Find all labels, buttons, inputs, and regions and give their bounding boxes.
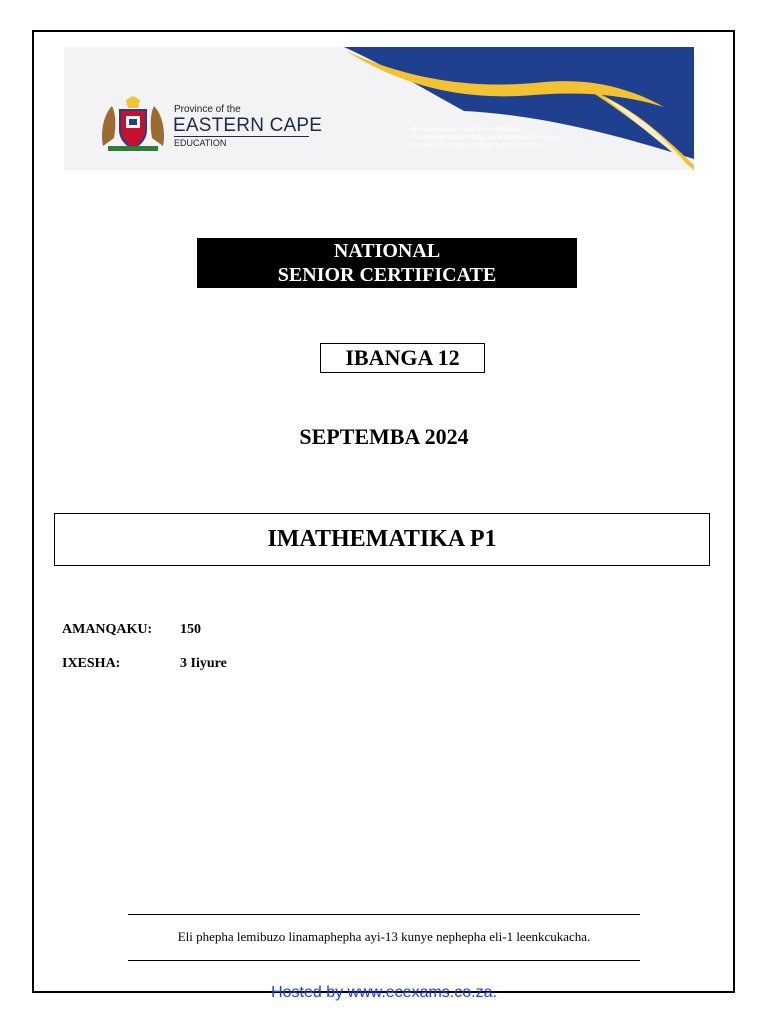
certificate-line-1: NATIONAL (333, 240, 441, 262)
coat-of-arms-icon (98, 96, 168, 152)
page-count-note: Eli phepha lemibuzo linamaphepha ayi-13 kunye nephepha eli-1 leenkcukacha. (177, 929, 591, 944)
time-label: IXESHA: (62, 656, 121, 671)
time-value: 3 Iiyure (180, 656, 227, 671)
certificate-line-2: SENIOR CERTIFICATE (277, 264, 497, 286)
marks-value: 150 (180, 622, 201, 637)
footnote-bottom-rule (128, 960, 640, 961)
subject-title: IMATHEMATIKA P1 (54, 513, 710, 566)
tagline-sesotho: Porafensie Ya Kapa Botjhabela: Lefapha la Thuto (410, 143, 542, 149)
province-name: EASTERN CAPE (173, 115, 323, 136)
grade-box: IBANGA 12 (320, 343, 485, 373)
footnote-top-rule (128, 914, 640, 915)
page-border (32, 30, 735, 993)
province-underline (174, 136, 309, 137)
department-name: EDUCATION (174, 138, 227, 148)
marks-label: AMANQAKU: (62, 622, 153, 637)
tagline-afrikaans: Provinsie van die Oos Kaap: Department van Onderwys (410, 135, 559, 141)
tagline-xhosa: Iphondo leMpuma Kapa: Isebe leMfundo (410, 127, 519, 133)
exam-date: SEPTEMBA 2024 (299, 424, 469, 449)
hosted-by-link[interactable]: Hosted by www.ecexams.co.za. (271, 984, 497, 1001)
certificate-title-box (197, 238, 577, 288)
province-small-text: Province of the (174, 104, 241, 115)
